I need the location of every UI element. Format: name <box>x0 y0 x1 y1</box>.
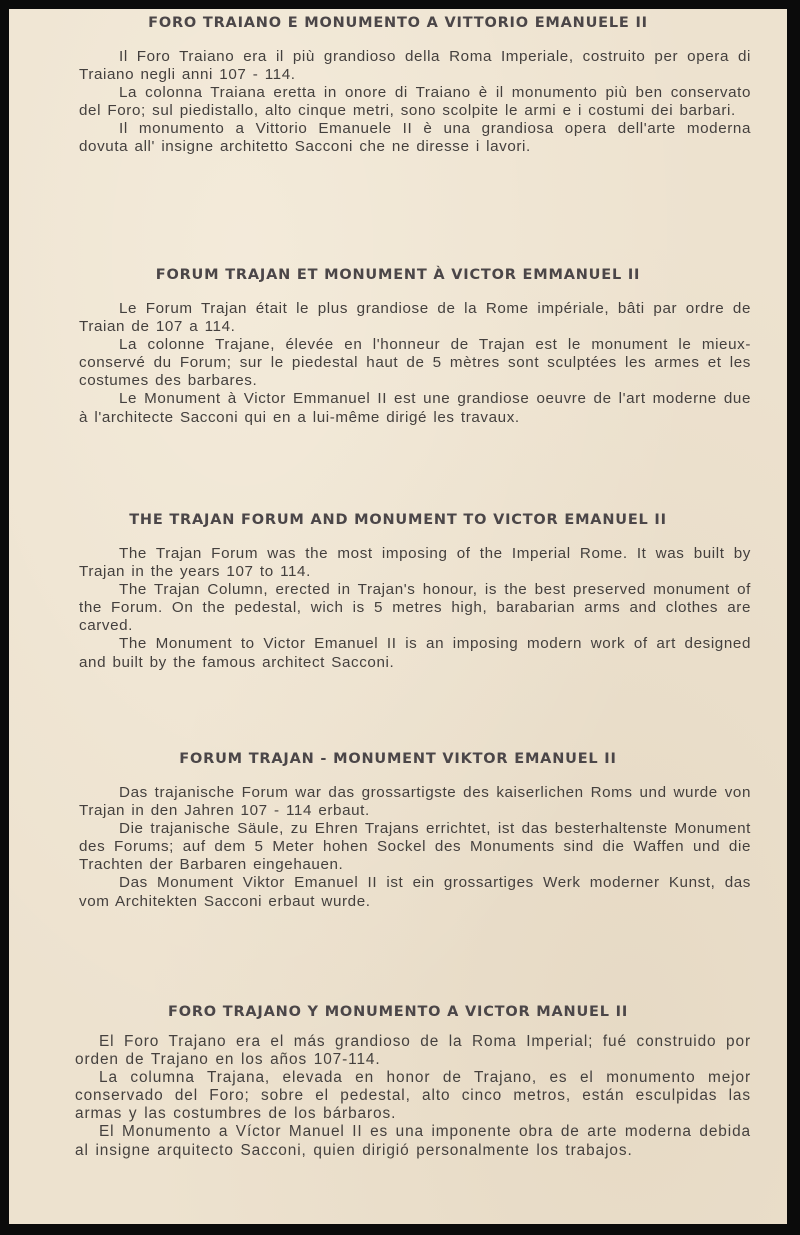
paragraph: La columna Trajana, elevada en honor de Trajano, es el monumento mejor conservado del Foro; sobre el pedestal, alto cinco metros, están esculpidas las armas y las costumbres de los bárbaros. <box>75 1069 751 1123</box>
section-english <box>9 509 787 672</box>
section-heading: THE TRAJAN FORUM AND MONUMENT TO VICTOR EMANUEL II <box>129 512 667 528</box>
paragraph: The Monument to Victor Emanuel II is an imposing modern work of art designed and built by the famous architect Sacconi. <box>79 635 751 671</box>
paragraph: The Trajan Column, erected in Trajan's honour, is the best preserved monument of the Forum. On the pedestal, wich is 5 metres high, barabarian arms and clothes are carved. <box>79 581 751 635</box>
paragraph: Die trajanische Säule, zu Ehren Trajans errichtet, ist das besterhaltenste Monument des Forums; auf dem 5 Meter hohen Sockel des Monuments sind die Waffen und die Trachten der Barbaren eingehauen. <box>79 820 751 874</box>
paragraph: The Trajan Forum was the most imposing of the Imperial Rome. It was built by Trajan in the years 107 to 114. <box>79 545 751 581</box>
paragraph: El Monumento a Víctor Manuel II es una imponente obra de arte moderna debida al insigne arquitecto Sacconi, quien dirigió personalmente los trabajos. <box>75 1123 751 1159</box>
paragraph: Il monumento a Vittorio Emanuele II è una grandiosa opera dell'arte moderna dovuta all' insigne architetto Sacconi che ne diresse i lavori. <box>79 120 751 156</box>
postcard-back <box>9 9 787 1224</box>
paragraph: La colonne Trajane, élevée en l'honneur de Trajan est le monument le mieux-conservé du Forum; sur le piedestal haut de 5 mètres sont sculptées les armes et les costumes des barbares. <box>79 336 751 390</box>
section-heading: FORO TRAJANO Y MONUMENTO A VICTOR MANUEL II <box>167 1004 629 1020</box>
section-heading: FORUM TRAJAN ET MONUMENT À VICTOR EMMANUEL II <box>155 267 641 283</box>
paragraph: La colonna Traiana eretta in onore di Traiano è il monumento più ben conservato del Foro; sul piedistallo, alto cinque metri, sono scolpite le armi e i costumi dei barbari. <box>79 84 751 120</box>
paragraph: Il Foro Traiano era il più grandioso della Roma Imperiale, costruito per opera di Traiano negli anni 107 - 114. <box>79 48 751 84</box>
paragraph: Le Monument à Victor Emmanuel II est une grandiose oeuvre de l'art moderne due à l'architecte Sacconi qui en a lui-même dirigé les travaux. <box>79 390 751 426</box>
section-french <box>9 264 787 427</box>
section-heading: FORUM TRAJAN - MONUMENT VIKTOR EMANUEL II <box>179 751 617 767</box>
paragraph: Le Forum Trajan était le plus grandiose de la Rome impériale, bâti par ordre de Traian de 107 a 114. <box>79 300 751 336</box>
paragraph: Das trajanische Forum war das grossartigste des kaiserlichen Roms und wurde von Trajan in den Jahren 107 - 114 erbaut. <box>79 784 751 820</box>
section-heading: FORO TRAIANO E MONUMENTO A VITTORIO EMANUELE II <box>148 15 648 31</box>
section-german <box>9 748 787 911</box>
paragraph: Das Monument Viktor Emanuel II ist ein grossartiges Werk moderner Kunst, das vom Architekten Sacconi erbaut wurde. <box>79 874 751 910</box>
section-spanish <box>9 1001 787 1160</box>
section-italian <box>9 12 787 157</box>
paragraph: El Foro Trajano era el más grandioso de la Roma Imperial; fué construido por orden de Trajano en los años 107-114. <box>75 1033 751 1069</box>
